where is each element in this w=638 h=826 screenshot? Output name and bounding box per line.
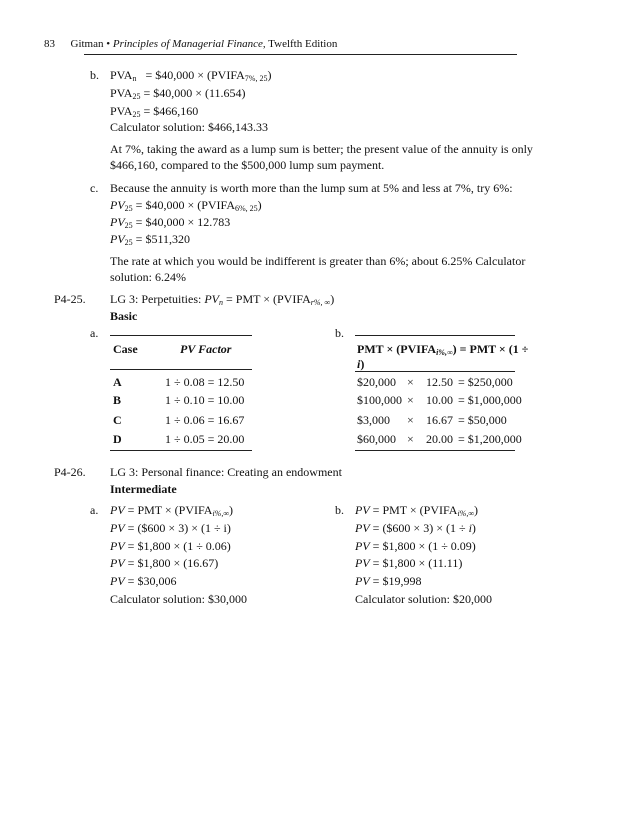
table-b-bottom-rule [355, 450, 515, 451]
p4-26-a-calculator: Calculator solution: $30,000 [110, 592, 247, 606]
p4-26-b-line3: PV = $1,800 × (1 ÷ 0.09) [355, 539, 476, 553]
table-b-header: PMT × $(PVIFA_{i\%,\infty})$ = PMT × (1 ÷ [357, 342, 529, 357]
p4-24-b-line3: $PVA_{25}$ = $466,160 [110, 104, 199, 119]
p4-26-a-line2: PV = ($600 × 3) × (1 ÷ i) [110, 521, 231, 535]
p4-24-b-label: b. [90, 68, 99, 82]
p4-25-number: P4-25. [54, 292, 86, 306]
table-a-row-factor: 1 ÷ 0.08 = 12.50 [165, 375, 245, 389]
p4-24-b-para-line1: At 7%, taking the award as a lump sum is better; the present value of the annuity is only [110, 142, 533, 156]
p4-24-b-line1: $PVA_n$ = $40,000 × $(PVIFA_{7\%, 25})$ [110, 68, 272, 83]
table-b-row-factor: 10.00 [426, 393, 453, 407]
table-b-row-pmt: $60,000 [357, 432, 396, 446]
table-a-row-case: A [113, 375, 122, 389]
table-b-row-factor: 12.50 [426, 375, 453, 389]
table-b-top-rule [355, 335, 515, 336]
p4-24-c-para-line1: The rate at which you would be indifferent is greater than 6%; about 6.25% Calculator [110, 254, 526, 268]
table-a-bottom-rule [110, 450, 252, 451]
p4-25-a-label: a. [90, 326, 99, 340]
p4-26-level: Intermediate [110, 482, 177, 496]
table-b-row-times: × [407, 375, 414, 389]
p4-26-b-line2: PV = ($600 × 3) × (1 ÷ i) [355, 521, 476, 535]
table-a-row-factor: 1 ÷ 0.06 = 16.67 [165, 413, 245, 427]
table-b-row-factor: 16.67 [426, 413, 453, 427]
page-number: 83 [44, 38, 55, 50]
table-b-row-factor: 20.00 [426, 432, 453, 446]
p4-25-level: Basic [110, 309, 138, 323]
p4-26-a-label: a. [90, 503, 99, 517]
p4-26-number: P4-26. [54, 465, 86, 479]
p4-24-c-line3: $PV_{25}$ = $511,320 [110, 232, 190, 247]
p4-26-title: LG 3: Personal finance: Creating an endowment [110, 465, 342, 479]
p4-26-b-calculator: Calculator solution: $20,000 [355, 592, 492, 606]
p4-26-a-line1: PV = PMT × $(PVIFA_{i\%,\infty})$ [110, 503, 234, 518]
table-b-row-times: × [407, 393, 414, 407]
table-a-row-case: D [113, 432, 122, 446]
table-b-row-result: = $250,000 [458, 375, 513, 389]
p4-24-c-line2: $PV_{25}$ = $40,000 × 12.783 [110, 215, 231, 230]
table-a-row-factor: 1 ÷ 0.05 = 20.00 [165, 432, 245, 446]
table-a-row-case: B [113, 393, 122, 407]
table-b-row-result: = $1,200,000 [458, 432, 522, 446]
table-a-header-rule [110, 369, 252, 370]
table-a-header-factor: PV Factor [180, 342, 232, 356]
table-b-header-rule [355, 371, 515, 372]
table-b-header-cont: i) [357, 357, 365, 371]
p4-24-c-line1: $PV_{25}$ = $40,000 × $(PVIFA_{6\%, 25})$ [110, 198, 262, 213]
header-author: Gitman [70, 38, 104, 50]
table-b-row-pmt: $20,000 [357, 375, 396, 389]
p4-25-b-label: b. [335, 326, 344, 340]
p4-25-title: LG 3: Perpetuities: $PV_n$ = PMT × $(PVIFA_{r\%, \infty})$ [110, 292, 335, 307]
header-rule [84, 54, 517, 55]
p4-24-b-calculator: Calculator solution: $466,143.33 [110, 120, 268, 134]
p4-24-c-para-line2: solution: 6.24% [110, 270, 187, 284]
p4-24-c-label: c. [90, 181, 99, 195]
table-b-row-pmt: $3,000 [357, 413, 390, 427]
table-a-top-rule [110, 335, 252, 336]
header-edition: Twelfth Edition [268, 38, 338, 50]
table-a-row-case: C [113, 413, 122, 427]
p4-26-a-line4: PV = $1,800 × (16.67) [110, 556, 219, 570]
header-book-title: Principles of Managerial Finance, [112, 38, 266, 50]
p4-24-b-para-line2: $466,160, compared to the $500,000 lump sum payment. [110, 158, 385, 172]
p4-26-b-line5: PV = $19,998 [355, 574, 422, 588]
p4-26-b-line1: PV = PMT × $(PVIFA_{i\%,\infty})$ [355, 503, 479, 518]
table-b-row-pmt: $100,000 [357, 393, 402, 407]
table-b-row-times: × [407, 413, 414, 427]
header-bullet: • [106, 38, 111, 50]
page-header [44, 37, 337, 51]
table-b-row-result: = $1,000,000 [458, 393, 522, 407]
p4-26-a-line5: PV = $30,006 [110, 574, 177, 588]
table-a-row-factor: 1 ÷ 0.10 = 10.00 [165, 393, 245, 407]
p4-24-c-intro: Because the annuity is worth more than the lump sum at 5% and less at 7%, try 6%: [110, 181, 513, 195]
table-a-header-case: Case [113, 342, 138, 356]
p4-24-b-line2: $PVA_{25}$ = $40,000 × (11.654) [110, 86, 246, 101]
p4-26-a-line3: PV = $1,800 × (1 ÷ 0.06) [110, 539, 231, 553]
p4-26-b-line4: PV = $1,800 × (11.11) [355, 556, 463, 570]
p4-26-b-label: b. [335, 503, 344, 517]
table-b-row-times: × [407, 432, 414, 446]
table-b-row-result: = $50,000 [458, 413, 507, 427]
